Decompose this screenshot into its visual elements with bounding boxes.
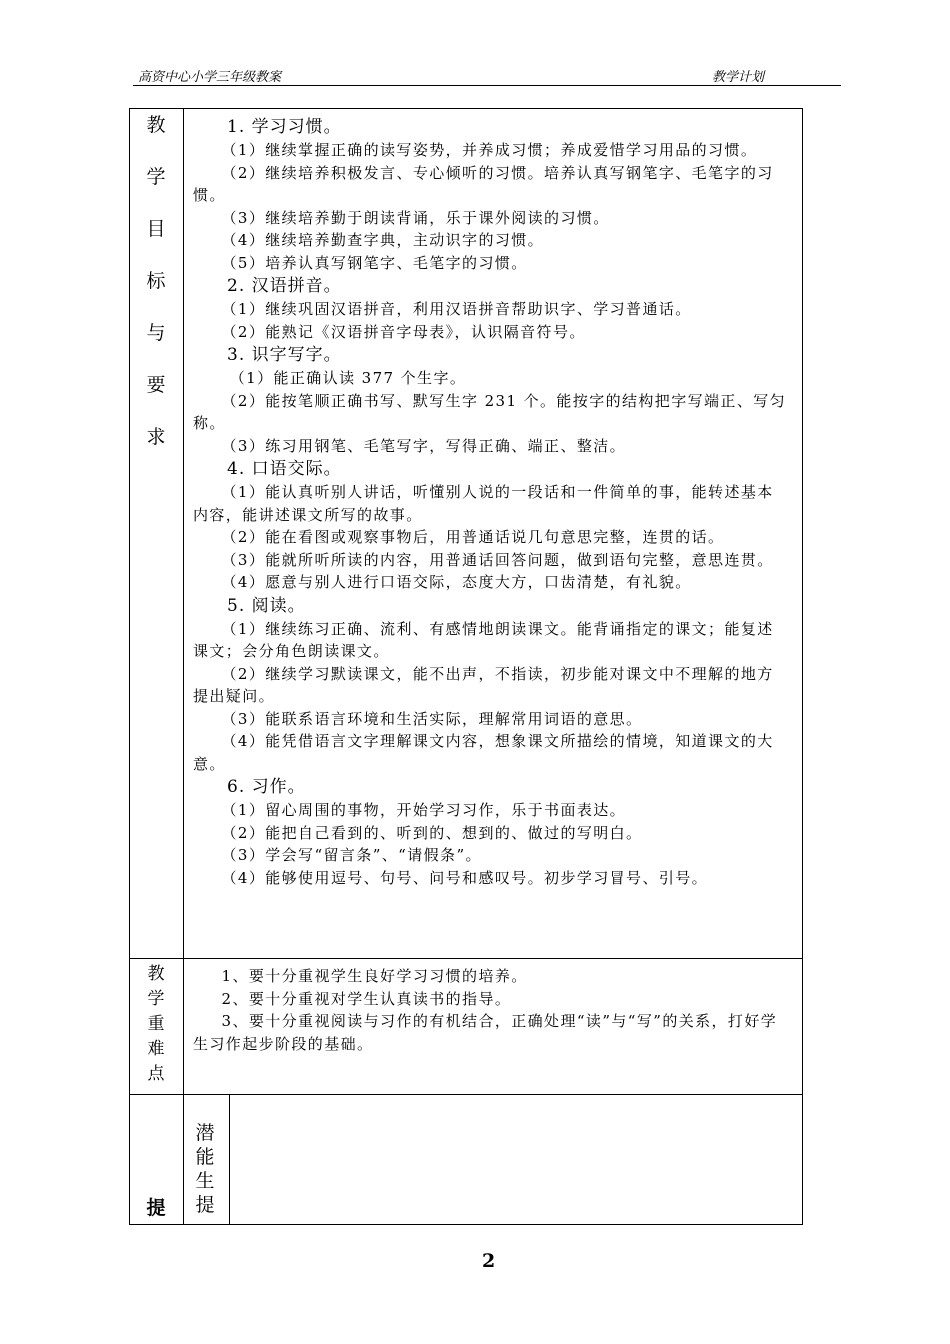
goal-item: （3）学会写“留言条”、“请假条”。 xyxy=(221,846,482,864)
goal-item: （1）留心周围的事物，开始学习习作，乐于书面表达。 xyxy=(221,801,627,819)
goal-item: （3）能就所听所读的内容，用普通话回答问题，做到语句完整，意思连贯。 xyxy=(221,550,774,569)
goal-section-heading: 5. 阅读。 xyxy=(227,595,306,616)
table-sublabel-column-divider xyxy=(229,1094,230,1225)
goal-item: （1）继续练习正确、流利、有感情地朗读课文。能背诵指定的课文；能复述课文；会分角色朗读课文。 xyxy=(193,619,774,660)
key-point-item: 1、要十分重视学生良好学习习惯的培养。 xyxy=(221,967,528,985)
goals-label-char: 标 xyxy=(146,270,166,292)
goal-section-heading: 1. 学习习惯。 xyxy=(227,117,342,137)
goal-item: （1）能正确认读 377 个生字。 xyxy=(229,369,467,387)
goals-label-char: 学 xyxy=(146,166,166,188)
goals-label-char: 教 xyxy=(146,114,166,136)
goal-item: （2）继续培养积极发言、专心倾听的习惯。培养认真写钢笔字、毛笔字的习惯。 xyxy=(193,163,774,204)
key-points-label-char: 重 xyxy=(147,1014,165,1034)
key-points-label-char: 教 xyxy=(147,964,165,984)
improve-sublabel-char: 提 xyxy=(195,1194,215,1216)
key-point-item: 3、要十分重视阅读与习作的有机结合，正确处理“读”与“写”的关系，打好学生习作起步阶段的基础。 xyxy=(193,1012,778,1053)
improve-sublabel-char: 能 xyxy=(195,1146,215,1168)
goals-content xyxy=(193,115,790,889)
improve-section-label: 提 xyxy=(146,1197,166,1219)
table-label-column-divider xyxy=(183,108,184,1225)
improve-sublabel-char: 生 xyxy=(195,1170,215,1192)
key-points-label-char: 点 xyxy=(147,1064,165,1084)
goal-item: （3）能联系语言环境和生活实际，理解常用词语的意思。 xyxy=(221,709,643,728)
goals-label-char: 求 xyxy=(146,426,166,448)
goal-section-heading: 3. 识字写字。 xyxy=(227,345,342,365)
goal-item: （4）继续培养勤查字典，主动识字的习惯。 xyxy=(221,231,545,249)
goal-item: （4）愿意与别人进行口语交际，态度大方，口齿清楚，有礼貌。 xyxy=(221,573,692,591)
header-school-title: 高资中心小学三年级教案 xyxy=(138,70,282,85)
goal-item: （1）继续掌握正确的读写姿势，并养成习惯；养成爱惜学习用品的习惯。 xyxy=(221,141,758,159)
goals-label-char: 与 xyxy=(146,322,166,344)
header-rule xyxy=(133,85,841,86)
improve-sublabel xyxy=(188,1124,222,1220)
goal-item: （4）能够使用逗号、句号、问号和感叹号。初步学习冒号、引号。 xyxy=(221,868,709,887)
goal-item: （2）能按笔顺正确书写、默写生字 231 个。能按字的结构把字写端正、写匀称。 xyxy=(193,391,787,432)
goal-item: （1）继续巩固汉语拼音，利用汉语拼音帮助识字、学习普通话。 xyxy=(221,300,692,318)
key-points-content xyxy=(193,965,790,1055)
goal-item: （3）练习用钢笔、毛笔写字，写得正确、端正、整洁。 xyxy=(221,436,627,455)
goals-label-char: 要 xyxy=(146,374,166,396)
page-number: 2 xyxy=(482,1250,496,1272)
table-row-divider-2 xyxy=(129,1094,803,1095)
goal-item: （1）能认真听别人讲话，听懂别人说的一段话和一件简单的事，能转述基本内容，能讲述课文所写的故事。 xyxy=(193,483,774,524)
table-row-divider-1 xyxy=(129,958,803,959)
goal-item: （2）能熟记《汉语拼音字母表》，认识隔音符号。 xyxy=(221,322,586,341)
improve-sublabel-char: 潜 xyxy=(195,1122,215,1144)
goal-item: （2）继续学习默读课文，能不出声，不指读，初步能对课文中不理解的地方提出疑问。 xyxy=(193,664,774,705)
goal-section-heading: 6. 习作。 xyxy=(227,777,306,797)
goal-item: （3）继续培养勤于朗读背诵，乐于课外阅读的习惯。 xyxy=(221,208,610,227)
goal-item: （5）培养认真写钢笔字、毛笔字的习惯。 xyxy=(221,253,528,272)
goal-item: （4）能凭借语言文字理解课文内容，想象课文所描绘的情境，知道课文的大意。 xyxy=(193,732,774,773)
header-doc-type: 教学计划 xyxy=(712,70,765,85)
key-points-label-char: 难 xyxy=(147,1039,165,1059)
key-points-label-char: 学 xyxy=(147,989,165,1009)
goals-label-char: 目 xyxy=(146,218,166,240)
goals-section-label xyxy=(138,116,174,480)
goal-section-heading: 4. 口语交际。 xyxy=(227,459,342,479)
goal-item: （2）能在看图或观察事物后，用普通话说几句意思完整，连贯的话。 xyxy=(221,528,725,546)
key-points-section-label xyxy=(136,966,176,1091)
goal-item: （2）能把自己看到的、听到的、想到的、做过的写明白。 xyxy=(221,823,643,842)
key-point-item: 2、要十分重视对学生认真读书的指导。 xyxy=(221,989,512,1008)
goal-section-heading: 2. 汉语拼音。 xyxy=(227,276,342,296)
